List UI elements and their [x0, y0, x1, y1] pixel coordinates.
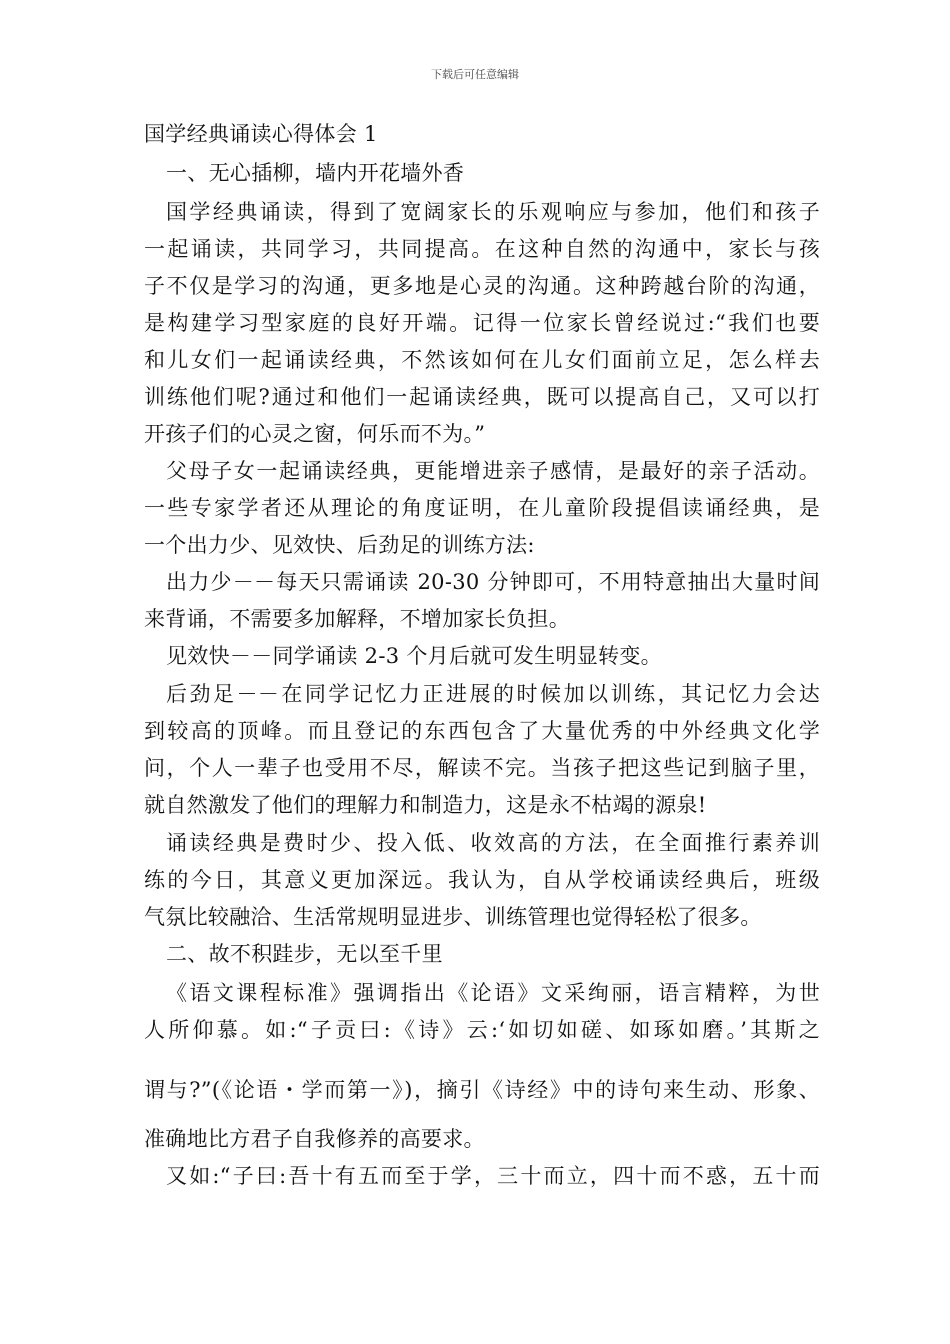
paragraph-line: 一些专家学者还从理论的角度证明，在儿童阶段提倡读诵经典，是: [144, 496, 820, 520]
paragraph-line: 是构建学习型家庭的良好开端。记得一位家长曾经说过:“我们也要: [144, 311, 820, 335]
paragraph-line: 准确地比方君子自我修养的高要求。: [144, 1127, 485, 1151]
paragraph-line: 一起诵读，共同学习，共同提高。在这种自然的沟通中，家长与孩: [144, 237, 820, 261]
paragraph-line: 父母子女一起诵读经典，更能增进亲子感情，是最好的亲子活动。: [166, 459, 820, 483]
paragraph-line: 谓与?”(《论语・学而第一》)，摘引《诗经》中的诗句来生动、形象、: [144, 1078, 820, 1102]
paragraph-line: 练的今日，其意义更加深远。我认为，自从学校诵读经典后，班级: [144, 868, 820, 892]
paragraph-line: 人所仰慕。如:“子贡曰:《诗》云:‘如切如磋、如琢如磨。’其斯之: [144, 1018, 820, 1042]
paragraph-line: 《语文课程标准》强调指出《论语》文采绚丽，语言精粹，为世: [166, 981, 820, 1005]
section-heading: 二、故不积跬步，无以至千里: [166, 942, 443, 966]
paragraph-line: 训练他们呢?通过和他们一起诵读经典，既可以提高自己，又可以打: [144, 385, 820, 409]
paragraph-line: 来背诵，不需要多加解释，不增加家长负担。: [144, 607, 570, 631]
page-header: 下载后可任意编辑: [431, 68, 519, 81]
section-heading: 一、无心插柳，墙内开花墙外香: [166, 161, 465, 185]
paragraph-line: 就自然激发了他们的理解力和制造力，这是永不枯竭的源泉!: [144, 793, 707, 817]
paragraph-line: 后劲足－－在同学记忆力正进展的时候加以训练，其记忆力会达: [166, 682, 820, 706]
paragraph-line: 国学经典诵读，得到了宽阔家长的乐观响应与参加，他们和孩子: [166, 200, 820, 224]
paragraph-line: 到较高的顶峰。而且登记的东西包含了大量优秀的中外经典文化学: [144, 719, 820, 743]
paragraph-line: 诵读经典是费时少、投入低、收效高的方法，在全面推行素养训: [166, 831, 820, 855]
paragraph-line: 见效快－－同学诵读 2-3 个月后就可发生明显转变。: [166, 644, 662, 668]
paragraph-line: 问，个人一辈子也受用不尽，解读不完。当孩子把这些记到脑子里，: [144, 756, 820, 780]
paragraph-line: 气氛比较融洽、生活常规明显进步、训练管理也觉得轻松了很多。: [144, 905, 762, 929]
document-title: 国学经典诵读心得体会 1: [144, 122, 378, 146]
paragraph-line: 子不仅是学习的沟通，更多地是心灵的沟通。这种跨越台阶的沟通，: [144, 274, 820, 298]
paragraph-line: 开孩子们的心灵之窗，何乐而不为。”: [144, 422, 486, 446]
paragraph-line: 一个出力少、见效快、后劲足的训练方法:: [144, 533, 535, 557]
paragraph-line: 又如:“子曰:吾十有五而至于学，三十而立，四十而不惑，五十而: [166, 1164, 820, 1188]
paragraph-line: 出力少－－每天只需诵读 20-30 分钟即可，不用特意抽出大量时间: [166, 570, 820, 594]
paragraph-line: 和儿女们一起诵读经典，不然该如何在儿女们面前立足，怎么样去: [144, 348, 820, 372]
